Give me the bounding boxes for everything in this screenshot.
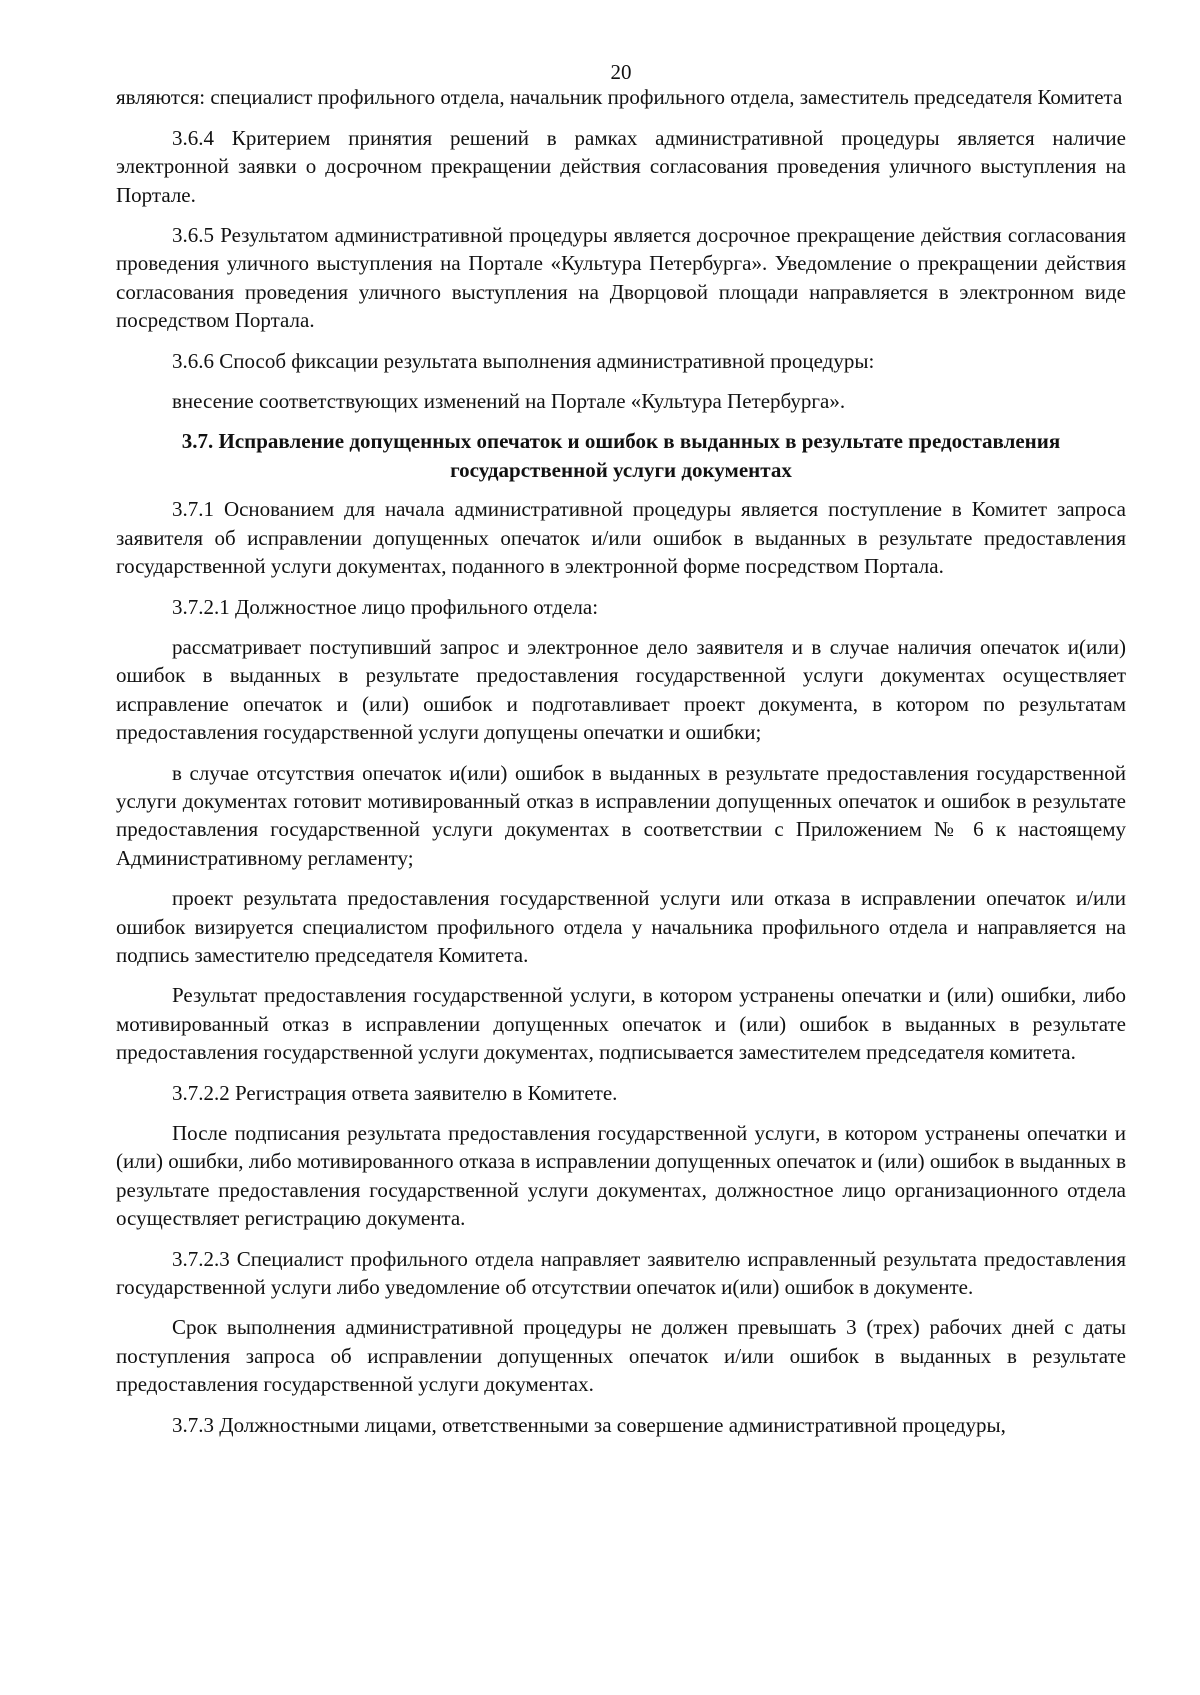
paragraph-3-7-2-1-item-3: проект результата предоставления государственной услуги или отказа в исправлении опечаток и/или ошибок визируется специалистом профильного отдела у начальника профильного отдела и направляется на подпись заместителю председателя Комитета. — [116, 886, 1126, 967]
paragraph-3-7-2-2: 3.7.2.2 Регистрация ответа заявителю в Комитете. — [172, 1080, 618, 1105]
paragraph-3-6-6: 3.6.6 Способ фиксации результата выполнения административной процедуры: — [172, 348, 875, 373]
paragraph-3-7-3: 3.7.3 Должностными лицами, ответственными за совершение административной процедуры, — [172, 1412, 1006, 1437]
paragraph-continuation: являются: специалист профильного отдела, начальник профильного отдела, заместитель председателя Комитета — [116, 85, 1123, 110]
paragraph-deadline: Срок выполнения административной процедуры не должен превышать 3 (трех) рабочих дней с даты поступления запроса об исправлении допущенных опечаток и/или ошибок в выданных в результате предоставления государственной услуги документах. — [116, 1315, 1126, 1397]
paragraph-3-7-2-2-detail: После подписания результата предоставления государственной услуги, в котором устранены опечатки и (или) ошибки, либо мотивированного отказа в исправлении допущенных опечаток и (или) ошибок в выданных в результате предоставления государственной услуги документах, должностное лицо организационного отдела осуществляет регистрацию документа. — [116, 1121, 1126, 1231]
paragraph-3-7-2-1: 3.7.2.1 Должностное лицо профильного отдела: — [172, 594, 599, 619]
paragraph-3-6-5: 3.6.5 Результатом административной процедуры является досрочное прекращение действия согласования проведения уличного выступления на Портале «Культура Петербурга». Уведомление о прекращении действия согласования проведения уличного выступления на Дворцовой площади направляется в электронном виде посредством Портала. — [116, 223, 1126, 333]
paragraph-3-7-1: 3.7.1 Основанием для начала административной процедуры является поступление в Комитет запроса заявителя об исправлении допущенных опечаток и/или ошибок в выданных в результате предоставления государственной услуги документах, поданного в электронной форме посредством Портала. — [116, 497, 1126, 579]
paragraph-3-6-6-item: внесение соответствующих изменений на Портале «Культура Петербурга». — [172, 389, 846, 414]
paragraph-3-6-4: 3.6.4 Критерием принятия решений в рамках административной процедуры является наличие электронной заявки о досрочном прекращении действия согласования проведения уличного выступления на Портале. — [116, 125, 1126, 207]
document-page — [116, 58, 1126, 1451]
paragraph-3-7-2-1-item-2: в случае отсутствия опечаток и(или) ошибок в выданных в результате предоставления государственной услуги документах готовит мотивированный отказ в исправлении допущенных опечаток и ошибок в результате предоставления государственной услуги документах в соответствии с Приложением № 6 к настоящему Административному регламенту; — [116, 760, 1126, 870]
page-number: 20 — [610, 60, 632, 84]
section-heading-3-7: 3.7. Исправление допущенных опечаток и ошибок в выданных в результате предоставления государственной услуги документах — [181, 429, 1061, 482]
paragraph-result-signing: Результат предоставления государственной услуги, в котором устранены опечатки и (или) ошибки, либо мотивированный отказ в исправлении допущенных опечаток и (или) ошибок в выданных в результате предоставления государственной услуги документах, подписывается заместителем председателя комитета. — [116, 983, 1126, 1065]
paragraph-3-7-2-1-item-1: рассматривает поступивший запрос и электронное дело заявителя и в случае наличия опечаток и(или) ошибок в выданных в результате предоставления государственной услуги документах осуществляет исправление опечаток и (или) ошибок и подготавливает проект документа, в котором по результатам предоставления государственной услуги допущены опечатки и ошибки; — [116, 634, 1126, 745]
paragraph-3-7-2-3: 3.7.2.3 Специалист профильного отдела направляет заявителю исправленный результата предоставления государственной услуги либо уведомление об отсутствии опечаток и(или) ошибок в документе. — [116, 1246, 1126, 1300]
